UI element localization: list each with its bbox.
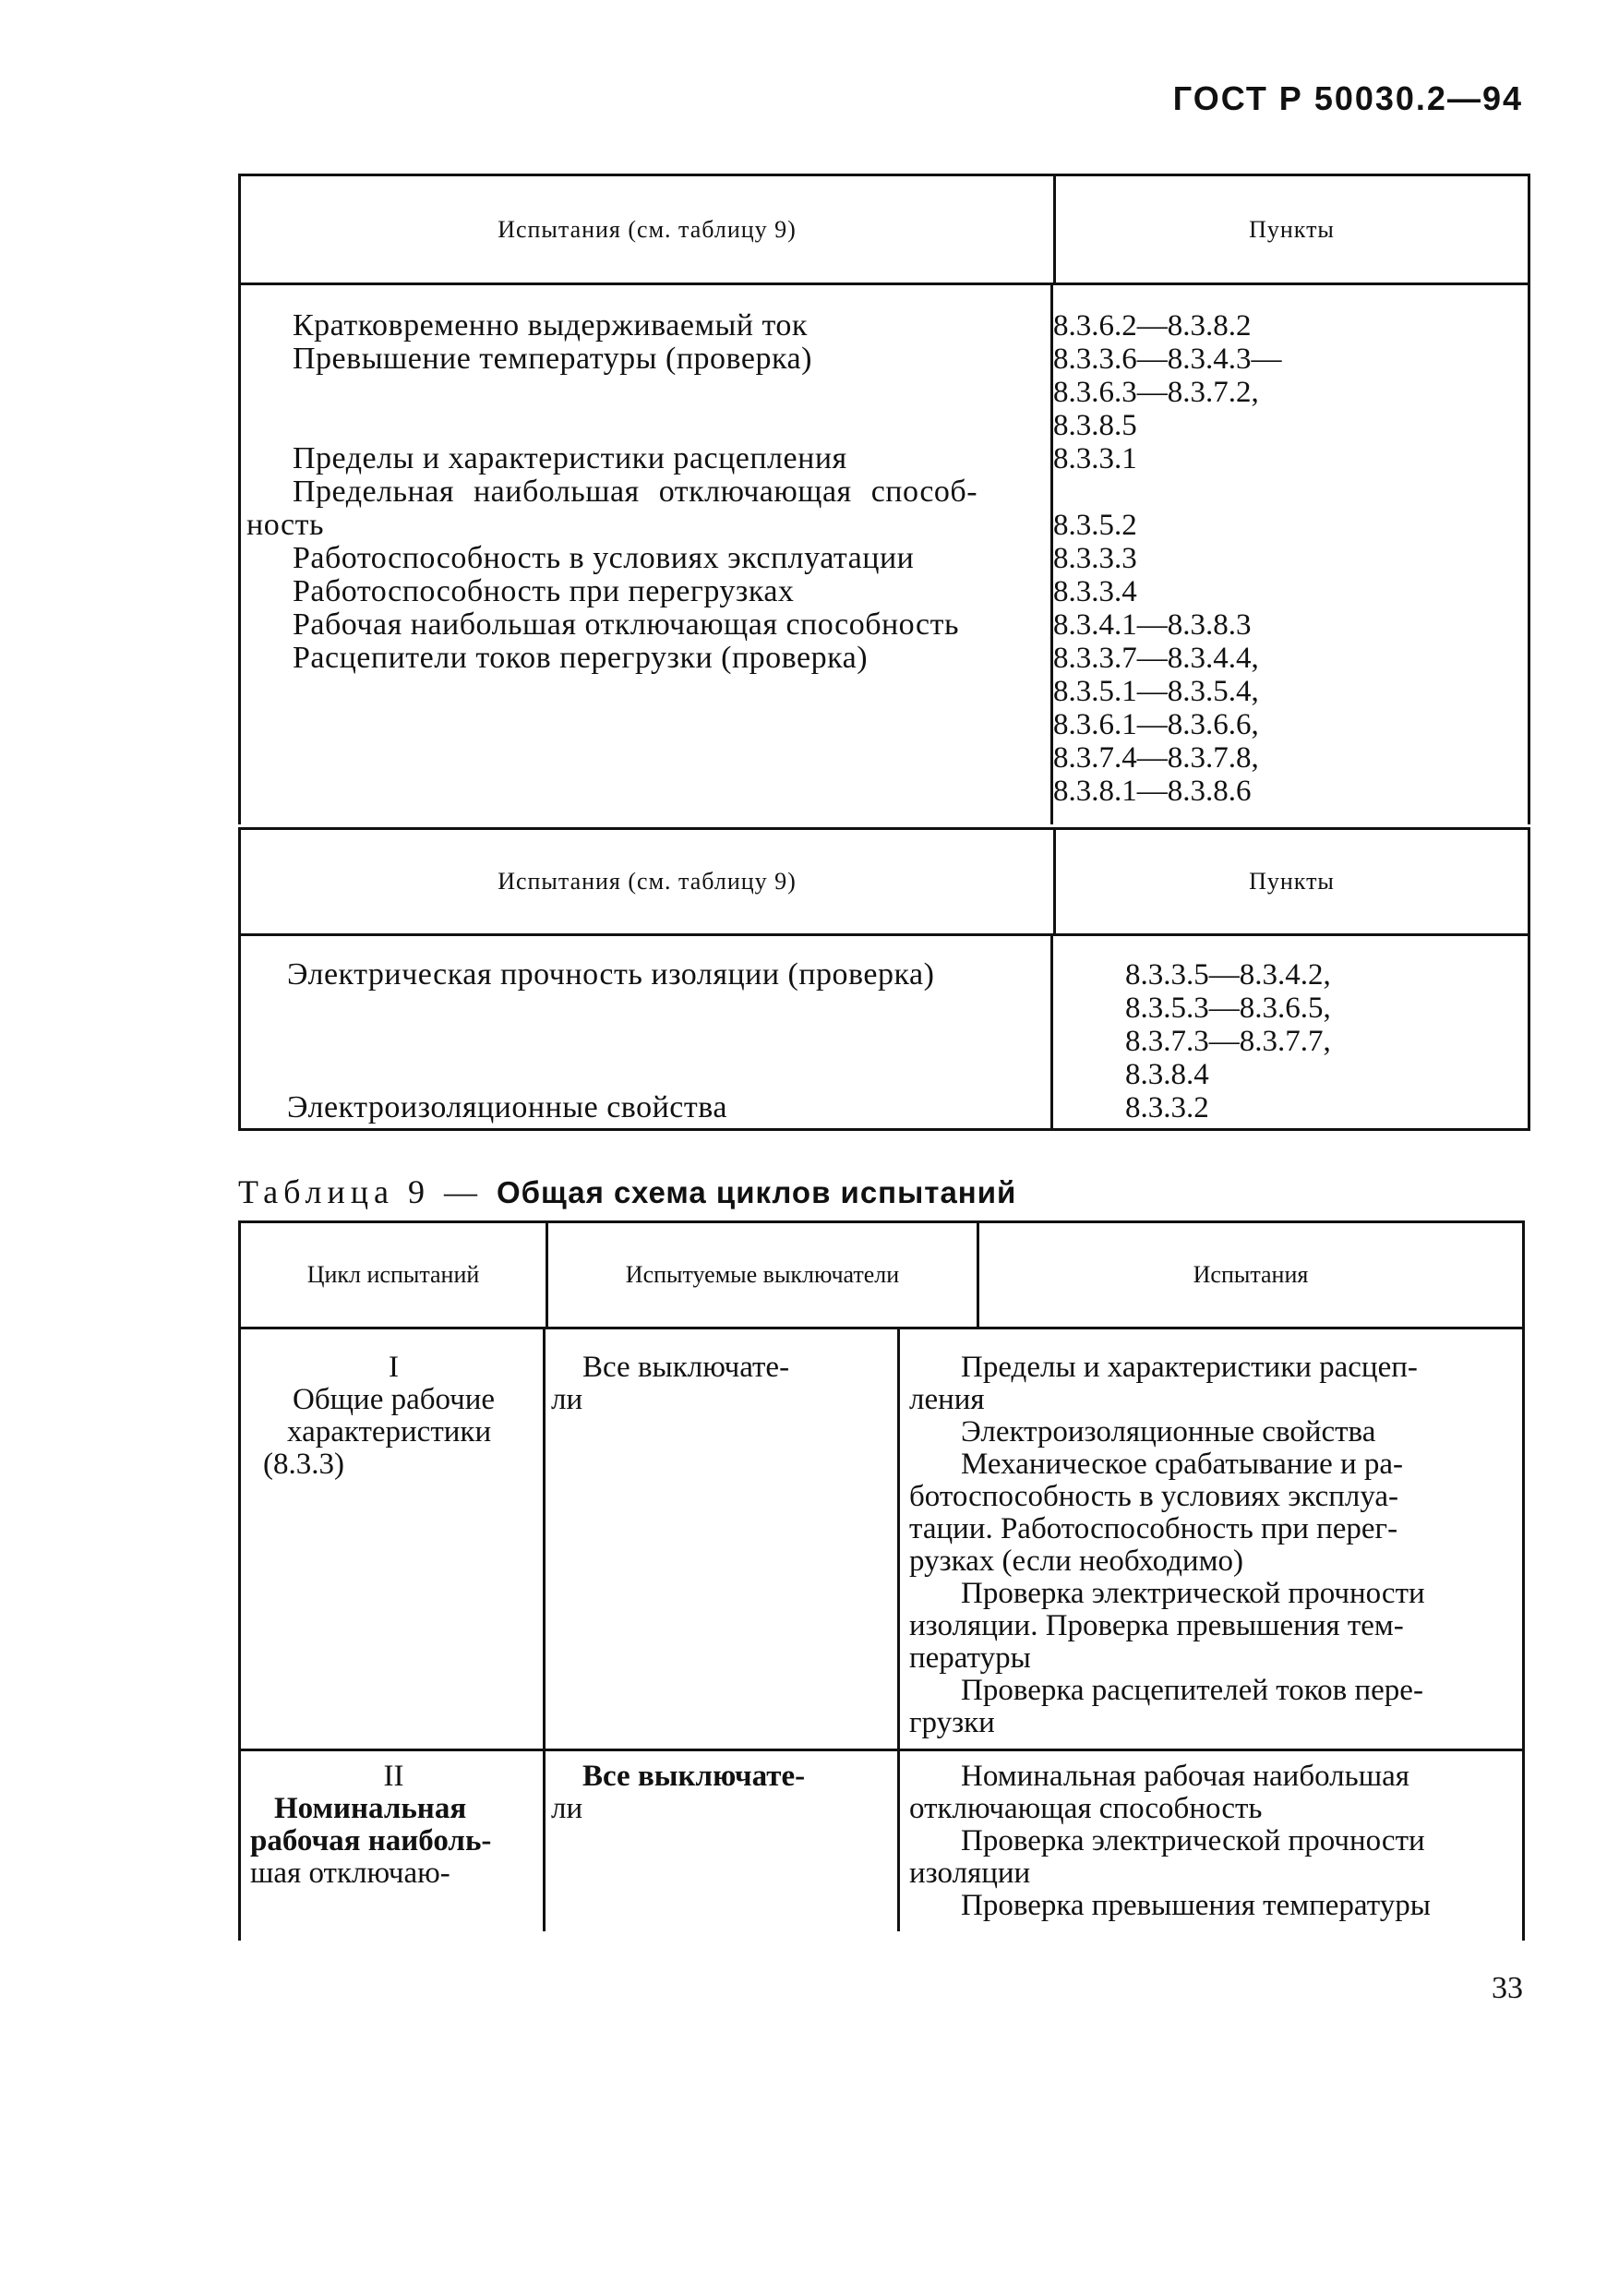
test-line: ления <box>909 1383 985 1416</box>
test-line: тации. Работоспособность при перег- <box>909 1512 1398 1545</box>
table-row <box>241 343 1050 442</box>
table-row <box>241 442 1050 475</box>
table-row <box>241 542 1050 575</box>
test-label: Рабочая наибольшая отключающая способность <box>293 607 959 642</box>
tests-cell <box>900 1329 1522 1749</box>
points-value: 8.3.7.3—8.3.7.7, <box>1125 1025 1331 1058</box>
breakers-line: Все выключате- <box>582 1760 806 1793</box>
column-header-points: Пункты <box>1249 868 1335 895</box>
test-item <box>909 1761 1517 1825</box>
tests-column <box>241 936 1053 1128</box>
cycle-cell <box>241 1751 546 1931</box>
test-label: Электроизоляционные свойства <box>287 1090 727 1124</box>
points-value: 8.3.3.3 <box>1053 542 1137 575</box>
breakers-line: Все выключате- <box>582 1351 790 1384</box>
test-item <box>909 1416 1517 1449</box>
test-item <box>909 1675 1517 1739</box>
points-value: 8.3.5.1—8.3.5.4, <box>1053 675 1259 708</box>
points-value: 8.3.6.2—8.3.8.2 <box>1053 309 1252 343</box>
test-line: ботоспособность в условиях эксплуа- <box>909 1480 1399 1513</box>
breakers-line: ли <box>551 1383 583 1416</box>
test-line: грузки <box>909 1706 995 1739</box>
cycle-name-line: Общие рабочие <box>293 1383 496 1416</box>
points-value: 8.3.3.1 <box>1053 442 1137 475</box>
cycle-name-line: рабочая наиболь- <box>250 1824 492 1857</box>
table-header-row <box>241 176 1528 285</box>
column-header-tests: Испытания (см. таблицу 9) <box>241 830 1056 933</box>
breakers-cell <box>546 1751 900 1931</box>
test-label: Работоспособность в условиях эксплуатации <box>293 541 915 575</box>
test-label: Кратковременно выдерживаемый ток <box>293 308 808 343</box>
table-header-row <box>238 1223 1525 1329</box>
test-line: Номинальная рабочая наибольшая <box>961 1760 1409 1793</box>
table-row <box>241 608 1050 642</box>
cycle-name-line: характеристики <box>287 1415 492 1449</box>
table-row-cycle-1 <box>238 1329 1525 1751</box>
table-row <box>241 958 1050 1091</box>
breakers-cell <box>546 1329 900 1749</box>
cycle-cell <box>241 1329 546 1749</box>
test-line: Проверка электрической прочности <box>961 1824 1425 1857</box>
points-column <box>1053 285 1528 824</box>
test-label: Электрическая прочность изоляции (проверка) <box>287 957 935 992</box>
test-item <box>909 1578 1517 1675</box>
test-line: пературы <box>909 1641 1031 1675</box>
points-value: 8.3.7.4—8.3.7.8, <box>1053 741 1259 775</box>
test-line: Электроизоляционные свойства <box>961 1415 1376 1449</box>
test-line: Пределы и характеристики расцеп- <box>961 1351 1418 1384</box>
cycle-number: II <box>383 1760 404 1793</box>
points-value: 8.3.8.1—8.3.8.6 <box>1053 775 1252 808</box>
table-row <box>241 1091 1050 1124</box>
column-header-breakers: Испытуемые выключатели <box>548 1223 979 1327</box>
tests-column <box>241 285 1053 824</box>
column-header-tests: Испытания <box>1193 1261 1309 1288</box>
test-label: Предельная наибольшая отключающая способ- <box>293 475 978 509</box>
table-header-row <box>241 830 1528 936</box>
column-header-points: Пункты <box>1249 215 1335 243</box>
table-row-cycle-2 <box>238 1751 1525 1941</box>
test-line: отключающая способность <box>909 1792 1263 1825</box>
cycle-name-line: Номинальная <box>274 1792 467 1825</box>
points-value: 8.3.3.4 <box>1053 575 1137 608</box>
caption-title: Общая схема циклов испытаний <box>496 1175 1017 1209</box>
table-row <box>241 575 1050 608</box>
document-header: ГОСТ Р 50030.2—94 <box>1172 79 1523 117</box>
column-header-tests: Испытания (см. таблицу 9) <box>241 176 1056 282</box>
test-line: Проверка расцепителей токов пере- <box>961 1674 1423 1707</box>
caption-prefix: Таблица 9 — <box>238 1173 483 1210</box>
points-value: 8.3.8.4 <box>1125 1058 1209 1091</box>
table-body <box>241 936 1528 1128</box>
table-row <box>241 642 1050 675</box>
test-label: Расцепители токов перегрузки (проверка) <box>293 641 869 675</box>
points-value: 8.3.6.1—8.3.6.6, <box>1053 708 1259 741</box>
test-item <box>909 1449 1517 1578</box>
points-value: 8.3.5.3—8.3.6.5, <box>1125 992 1331 1025</box>
test-line: изоляции <box>909 1857 1031 1890</box>
test-line: Проверка электрической прочности <box>961 1577 1425 1610</box>
points-value: 8.3.4.1—8.3.8.3 <box>1053 608 1252 642</box>
test-line: рузках (если необходимо) <box>909 1545 1243 1578</box>
cycle-number: I <box>389 1351 399 1384</box>
page-number: 33 <box>1492 1971 1523 2005</box>
table9-caption <box>238 1172 1016 1211</box>
test-label: Превышение температуры (проверка) <box>293 342 812 376</box>
table-body <box>241 285 1528 824</box>
table-row <box>241 309 1050 343</box>
column-header-cycle: Цикл испытаний <box>241 1223 548 1327</box>
test-line: Проверка превышения температуры <box>961 1889 1431 1922</box>
table-row <box>241 475 1050 542</box>
test-cycles-table <box>238 1220 1525 1941</box>
cycle-name-line: шая отключаю- <box>250 1857 450 1890</box>
points-value: 8.3.3.5—8.3.4.2, <box>1125 958 1331 992</box>
points-value: 8.3.8.5 <box>1053 409 1137 442</box>
test-item <box>909 1890 1517 1922</box>
points-value: 8.3.3.6—8.3.4.3— <box>1053 343 1282 376</box>
tests-points-table-lower <box>238 827 1530 1131</box>
points-column <box>1053 936 1528 1128</box>
tests-points-table-upper <box>238 174 1530 824</box>
cycle-name-line: (8.3.3) <box>263 1448 344 1481</box>
test-item <box>909 1825 1517 1890</box>
breakers-line: ли <box>551 1792 583 1825</box>
test-line: Механическое срабатывание и ра- <box>961 1448 1404 1481</box>
test-line: изоляции. Проверка превышения тем- <box>909 1609 1404 1642</box>
test-item <box>909 1352 1517 1416</box>
test-label: Работоспособность при перегрузках <box>293 574 795 608</box>
points-value: 8.3.5.2 <box>1053 509 1137 542</box>
tests-cell <box>900 1751 1522 1931</box>
test-label-continuation: ность <box>246 508 324 542</box>
points-value: 8.3.3.7—8.3.4.4, <box>1053 642 1259 675</box>
test-label: Пределы и характеристики расцепления <box>293 441 847 475</box>
points-value: 8.3.6.3—8.3.7.2, <box>1053 376 1259 409</box>
points-value: 8.3.3.2 <box>1125 1091 1209 1124</box>
